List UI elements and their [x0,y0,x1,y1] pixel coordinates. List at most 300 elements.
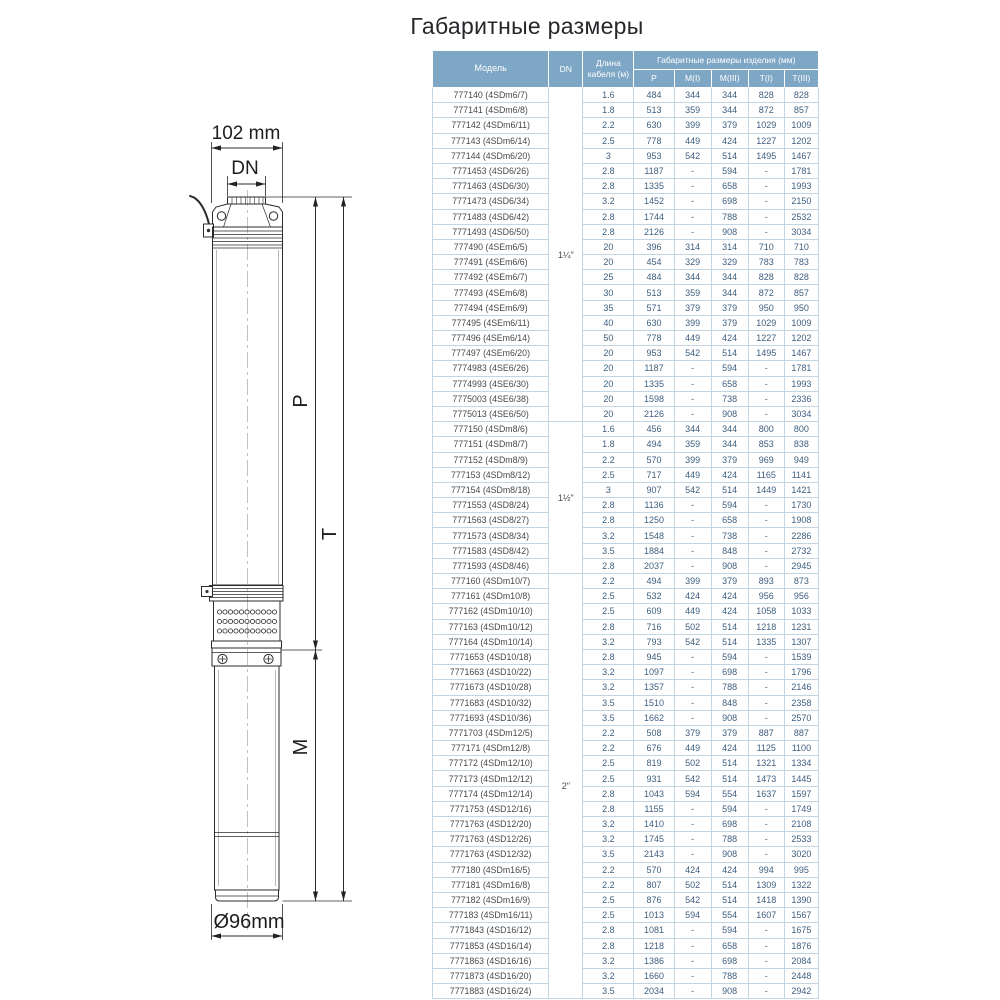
value-cell: - [748,224,784,239]
value-cell: 344 [674,422,711,437]
value-cell: 1.6 [583,422,634,437]
table-row [433,513,819,528]
table-row [433,710,819,725]
value-cell: 542 [674,482,711,497]
value-cell: 424 [711,589,748,604]
value-cell: 1662 [634,710,674,725]
model-cell: 7771553 (4SD8/24) [433,498,549,513]
value-cell: 698 [711,953,748,968]
value-cell: 379 [711,452,748,467]
value-cell: 788 [711,832,748,847]
value-cell: 3 [583,482,634,497]
value-cell: 379 [711,574,748,589]
value-cell: 828 [748,270,784,285]
model-cell: 7771673 (4SD10/28) [433,680,549,695]
value-cell: 698 [711,194,748,209]
value-cell: 1335 [748,634,784,649]
value-cell: 3.2 [583,953,634,968]
value-cell: 1187 [634,163,674,178]
table-row [433,619,819,634]
value-cell: - [748,801,784,816]
value-cell: - [748,361,784,376]
value-cell: 3.2 [583,528,634,543]
value-cell: 2336 [784,391,818,406]
value-cell: 20 [583,239,634,254]
model-cell: 7771493 (4SD6/50) [433,224,549,239]
model-cell: 7771563 (4SD8/27) [433,513,549,528]
value-cell: 2126 [634,406,674,421]
value-cell: 594 [711,498,748,513]
value-cell: 344 [711,285,748,300]
table-row [433,376,819,391]
model-cell: 777140 (4SDm6/7) [433,88,549,103]
value-cell: 494 [634,574,674,589]
table-row [433,892,819,907]
value-cell: 1908 [784,513,818,528]
value-cell: 950 [748,300,784,315]
pump-drawing [0,0,430,1000]
table-row [433,148,819,163]
value-cell: 1141 [784,467,818,482]
value-cell: 1227 [748,331,784,346]
value-cell: 872 [748,103,784,118]
value-cell: 1187 [634,361,674,376]
value-cell: 449 [674,467,711,482]
value-cell: 908 [711,224,748,239]
table-row [433,88,819,103]
value-cell: 570 [634,452,674,467]
table-row [433,801,819,816]
value-cell: 344 [711,422,748,437]
value-cell: 3.2 [583,817,634,832]
model-cell: 777495 (4SEm6/11) [433,315,549,330]
value-cell: 807 [634,877,674,892]
value-cell: 3.5 [583,695,634,710]
value-cell: 950 [784,300,818,315]
table-row [433,589,819,604]
value-cell: 969 [748,452,784,467]
value-cell: 1250 [634,513,674,528]
value-cell: - [674,179,711,194]
value-cell: 40 [583,315,634,330]
value-cell: 1421 [784,482,818,497]
value-cell: 344 [674,270,711,285]
table-row [433,163,819,178]
value-cell: 995 [784,862,818,877]
model-cell: 7771663 (4SD10/22) [433,665,549,680]
value-cell: 2150 [784,194,818,209]
value-cell: 738 [711,528,748,543]
header-model: Модель [433,51,549,88]
value-cell: 800 [784,422,818,437]
value-cell: 542 [674,148,711,163]
value-cell: 508 [634,725,674,740]
value-cell: 1165 [748,467,784,482]
value-cell: 399 [674,452,711,467]
value-cell: 1155 [634,801,674,816]
value-cell: 424 [674,589,711,604]
model-cell: 777172 (4SDm12/10) [433,756,549,771]
dim-label-dn: DN [231,158,259,179]
value-cell: 1202 [784,331,818,346]
value-cell: 1744 [634,209,674,224]
value-cell: 514 [711,619,748,634]
value-cell: - [674,498,711,513]
value-cell: 2.8 [583,619,634,634]
value-cell: 514 [711,634,748,649]
value-cell: 1796 [784,665,818,680]
value-cell: 399 [674,118,711,133]
model-cell: 7775003 (4SE6/38) [433,391,549,406]
value-cell: 1445 [784,771,818,786]
model-cell: 777496 (4SEm6/14) [433,331,549,346]
value-cell: 424 [711,741,748,756]
value-cell: 630 [634,118,674,133]
value-cell: 1058 [748,604,784,619]
model-cell: 7771573 (4SD8/34) [433,528,549,543]
value-cell: 542 [674,346,711,361]
value-cell: 1334 [784,756,818,771]
model-cell: 7771653 (4SD10/18) [433,649,549,664]
value-cell: 698 [711,817,748,832]
table-row [433,953,819,968]
value-cell: 379 [674,725,711,740]
value-cell: - [674,847,711,862]
value-cell: - [674,817,711,832]
value-cell: 658 [711,513,748,528]
model-cell: 777152 (4SDm8/9) [433,452,549,467]
value-cell: - [748,209,784,224]
model-cell: 777154 (4SDm8/18) [433,482,549,497]
dim-label-102mm: 102 mm [211,123,281,144]
table-row [433,285,819,300]
model-cell: 7771843 (4SD16/12) [433,923,549,938]
model-cell: 7771463 (4SD6/30) [433,179,549,194]
dim-arrow [212,145,222,150]
table-row [433,179,819,194]
value-cell: - [748,665,784,680]
table-row [433,634,819,649]
value-cell: 1567 [784,908,818,923]
value-cell: 424 [711,604,748,619]
value-cell: - [674,224,711,239]
model-cell: 777490 (4SEm6/5) [433,239,549,254]
value-cell: 1660 [634,968,674,983]
value-cell: 542 [674,634,711,649]
model-cell: 777183 (4SDm16/11) [433,908,549,923]
value-cell: 20 [583,255,634,270]
table-row [433,224,819,239]
value-cell: 30 [583,285,634,300]
value-cell: 494 [634,437,674,452]
value-cell: 399 [674,315,711,330]
value-cell: 1043 [634,786,674,801]
value-cell: 3.2 [583,832,634,847]
value-cell: 819 [634,756,674,771]
value-cell: 887 [784,725,818,740]
dim-arrow [256,181,266,186]
value-cell: 3034 [784,406,818,421]
value-cell: 2.8 [583,209,634,224]
dimensions-table [432,50,819,999]
value-cell: 908 [711,847,748,862]
value-cell: 2146 [784,680,818,695]
value-cell: 2.8 [583,513,634,528]
value-cell: 1473 [748,771,784,786]
value-cell: 1598 [634,391,674,406]
value-cell: 25 [583,270,634,285]
value-cell: 949 [784,452,818,467]
value-cell: 20 [583,361,634,376]
value-cell: 314 [674,239,711,254]
value-cell: - [674,528,711,543]
value-cell: 2.8 [583,224,634,239]
value-cell: 956 [784,589,818,604]
value-cell: 2.5 [583,756,634,771]
value-cell: 2084 [784,953,818,968]
value-cell: 35 [583,300,634,315]
value-cell: 630 [634,315,674,330]
value-cell: 359 [674,103,711,118]
value-cell: 50 [583,331,634,346]
value-cell: 1136 [634,498,674,513]
value-cell: 484 [634,270,674,285]
value-cell: 1597 [784,786,818,801]
value-cell: 594 [711,649,748,664]
value-cell: 594 [674,908,711,923]
value-cell: 1322 [784,877,818,892]
value-cell: 783 [748,255,784,270]
value-cell: 1218 [634,938,674,953]
value-cell: - [674,163,711,178]
value-cell: 396 [634,239,674,254]
value-cell: 3.2 [583,194,634,209]
model-cell: 7771453 (4SD6/26) [433,163,549,178]
value-cell: 3.5 [583,710,634,725]
value-cell: - [674,832,711,847]
value-cell: 2.5 [583,908,634,923]
table-row [433,452,819,467]
table-row [433,406,819,421]
model-cell: 7774993 (4SE6/30) [433,376,549,391]
table-row [433,331,819,346]
value-cell: 344 [674,88,711,103]
value-cell: 1467 [784,346,818,361]
value-cell: 873 [784,574,818,589]
dim-arrow [341,892,346,902]
value-cell: 1307 [784,634,818,649]
table-row [433,482,819,497]
model-cell: 777171 (4SDm12/8) [433,741,549,756]
value-cell: - [748,528,784,543]
value-cell: 1202 [784,133,818,148]
value-cell: 710 [784,239,818,254]
table-row [433,133,819,148]
dim-arrow [228,181,238,186]
table-row [433,346,819,361]
value-cell: - [748,817,784,832]
value-cell: 20 [583,346,634,361]
header-cable-line2: кабеля (м) [587,69,630,79]
model-cell: 7771593 (4SD8/46) [433,558,549,573]
value-cell: 379 [711,725,748,740]
value-cell: 893 [748,574,784,589]
value-cell: 2.8 [583,179,634,194]
value-cell: 2448 [784,968,818,983]
header-dims-group: Габаритные размеры изделия (мм) [634,51,819,70]
value-cell: - [674,361,711,376]
table-row [433,938,819,953]
value-cell: 738 [711,391,748,406]
value-cell: 658 [711,938,748,953]
value-cell: - [674,543,711,558]
value-cell: 1029 [748,315,784,330]
value-cell: 2.8 [583,163,634,178]
value-cell: 658 [711,179,748,194]
value-cell: 2.8 [583,923,634,938]
value-cell: 2942 [784,984,818,999]
model-cell: 777161 (4SDm10/8) [433,589,549,604]
value-cell: 945 [634,649,674,664]
value-cell: 857 [784,103,818,118]
dim-label-m: M [290,738,312,756]
value-cell: 449 [674,741,711,756]
value-cell: 2.8 [583,498,634,513]
value-cell: 828 [784,270,818,285]
value-cell: 554 [711,786,748,801]
value-cell: - [748,953,784,968]
value-cell: 788 [711,968,748,983]
value-cell: 994 [748,862,784,877]
value-cell: 1495 [748,346,784,361]
value-cell: 1.8 [583,437,634,452]
value-cell: 329 [674,255,711,270]
value-cell: 2.8 [583,786,634,801]
value-cell: 344 [711,103,748,118]
value-cell: 514 [711,892,748,907]
value-cell: 2126 [634,224,674,239]
dim-arrow [273,933,283,938]
value-cell: 2.8 [583,938,634,953]
value-cell: 1467 [784,148,818,163]
table-row [433,239,819,254]
model-cell: 777144 (4SDm6/20) [433,148,549,163]
model-cell: 7771863 (4SD16/16) [433,953,549,968]
value-cell: 359 [674,285,711,300]
table-row [433,786,819,801]
header-col-p: P [634,70,674,88]
value-cell: 800 [748,422,784,437]
value-cell: 887 [748,725,784,740]
value-cell: 3034 [784,224,818,239]
table-row [433,604,819,619]
value-cell: 908 [711,406,748,421]
value-cell: - [674,406,711,421]
value-cell: 379 [711,315,748,330]
value-cell: 658 [711,376,748,391]
value-cell: 3020 [784,847,818,862]
value-cell: - [674,665,711,680]
table-row [433,968,819,983]
value-cell: - [674,391,711,406]
dim-arrow [313,650,318,660]
value-cell: 1675 [784,923,818,938]
value-cell: 514 [711,877,748,892]
value-cell: 2.5 [583,589,634,604]
value-cell: 424 [711,133,748,148]
value-cell: 953 [634,346,674,361]
value-cell: 502 [674,877,711,892]
value-cell: 1227 [748,133,784,148]
value-cell: 1452 [634,194,674,209]
value-cell: 1449 [748,482,784,497]
dim-arrow [273,145,283,150]
value-cell: 2533 [784,832,818,847]
value-cell: 828 [784,88,818,103]
value-cell: 2286 [784,528,818,543]
value-cell: 1993 [784,179,818,194]
value-cell: 1548 [634,528,674,543]
table-row [433,741,819,756]
value-cell: 2.2 [583,452,634,467]
model-cell: 777174 (4SDm12/14) [433,786,549,801]
table-row [433,315,819,330]
header-col-tiii: T(III) [784,70,818,88]
value-cell: 1637 [748,786,784,801]
value-cell: 449 [674,331,711,346]
model-cell: 7771753 (4SD12/16) [433,801,549,816]
value-cell: 1730 [784,498,818,513]
value-cell: 1335 [634,179,674,194]
value-cell: 2532 [784,209,818,224]
value-cell: 2.2 [583,725,634,740]
value-cell: 1081 [634,923,674,938]
value-cell: 2.2 [583,118,634,133]
model-cell: 7771873 (4SD16/20) [433,968,549,983]
value-cell: 571 [634,300,674,315]
value-cell: 514 [711,346,748,361]
table-row [433,574,819,589]
table-row [433,908,819,923]
model-cell: 777163 (4SDm10/12) [433,619,549,634]
value-cell: 456 [634,422,674,437]
value-cell: - [674,923,711,938]
value-cell: 514 [711,482,748,497]
table-row [433,923,819,938]
table-row [433,300,819,315]
dim-label-p: P [290,394,312,408]
value-cell: 514 [711,756,748,771]
value-cell: 2.5 [583,771,634,786]
table-row [433,467,819,482]
value-cell: 1607 [748,908,784,923]
value-cell: 2.2 [583,574,634,589]
model-cell: 7771763 (4SD12/26) [433,832,549,847]
value-cell: 3.2 [583,968,634,983]
value-cell: - [748,938,784,953]
model-cell: 777173 (4SDm12/12) [433,771,549,786]
header-col-ti: T(I) [748,70,784,88]
value-cell: 2.2 [583,741,634,756]
value-cell: 2945 [784,558,818,573]
table-row [433,756,819,771]
model-cell: 777160 (4SDm10/7) [433,574,549,589]
value-cell: 424 [711,862,748,877]
value-cell: - [748,847,784,862]
value-cell: 1218 [748,619,784,634]
value-cell: 1009 [784,315,818,330]
value-cell: 876 [634,892,674,907]
